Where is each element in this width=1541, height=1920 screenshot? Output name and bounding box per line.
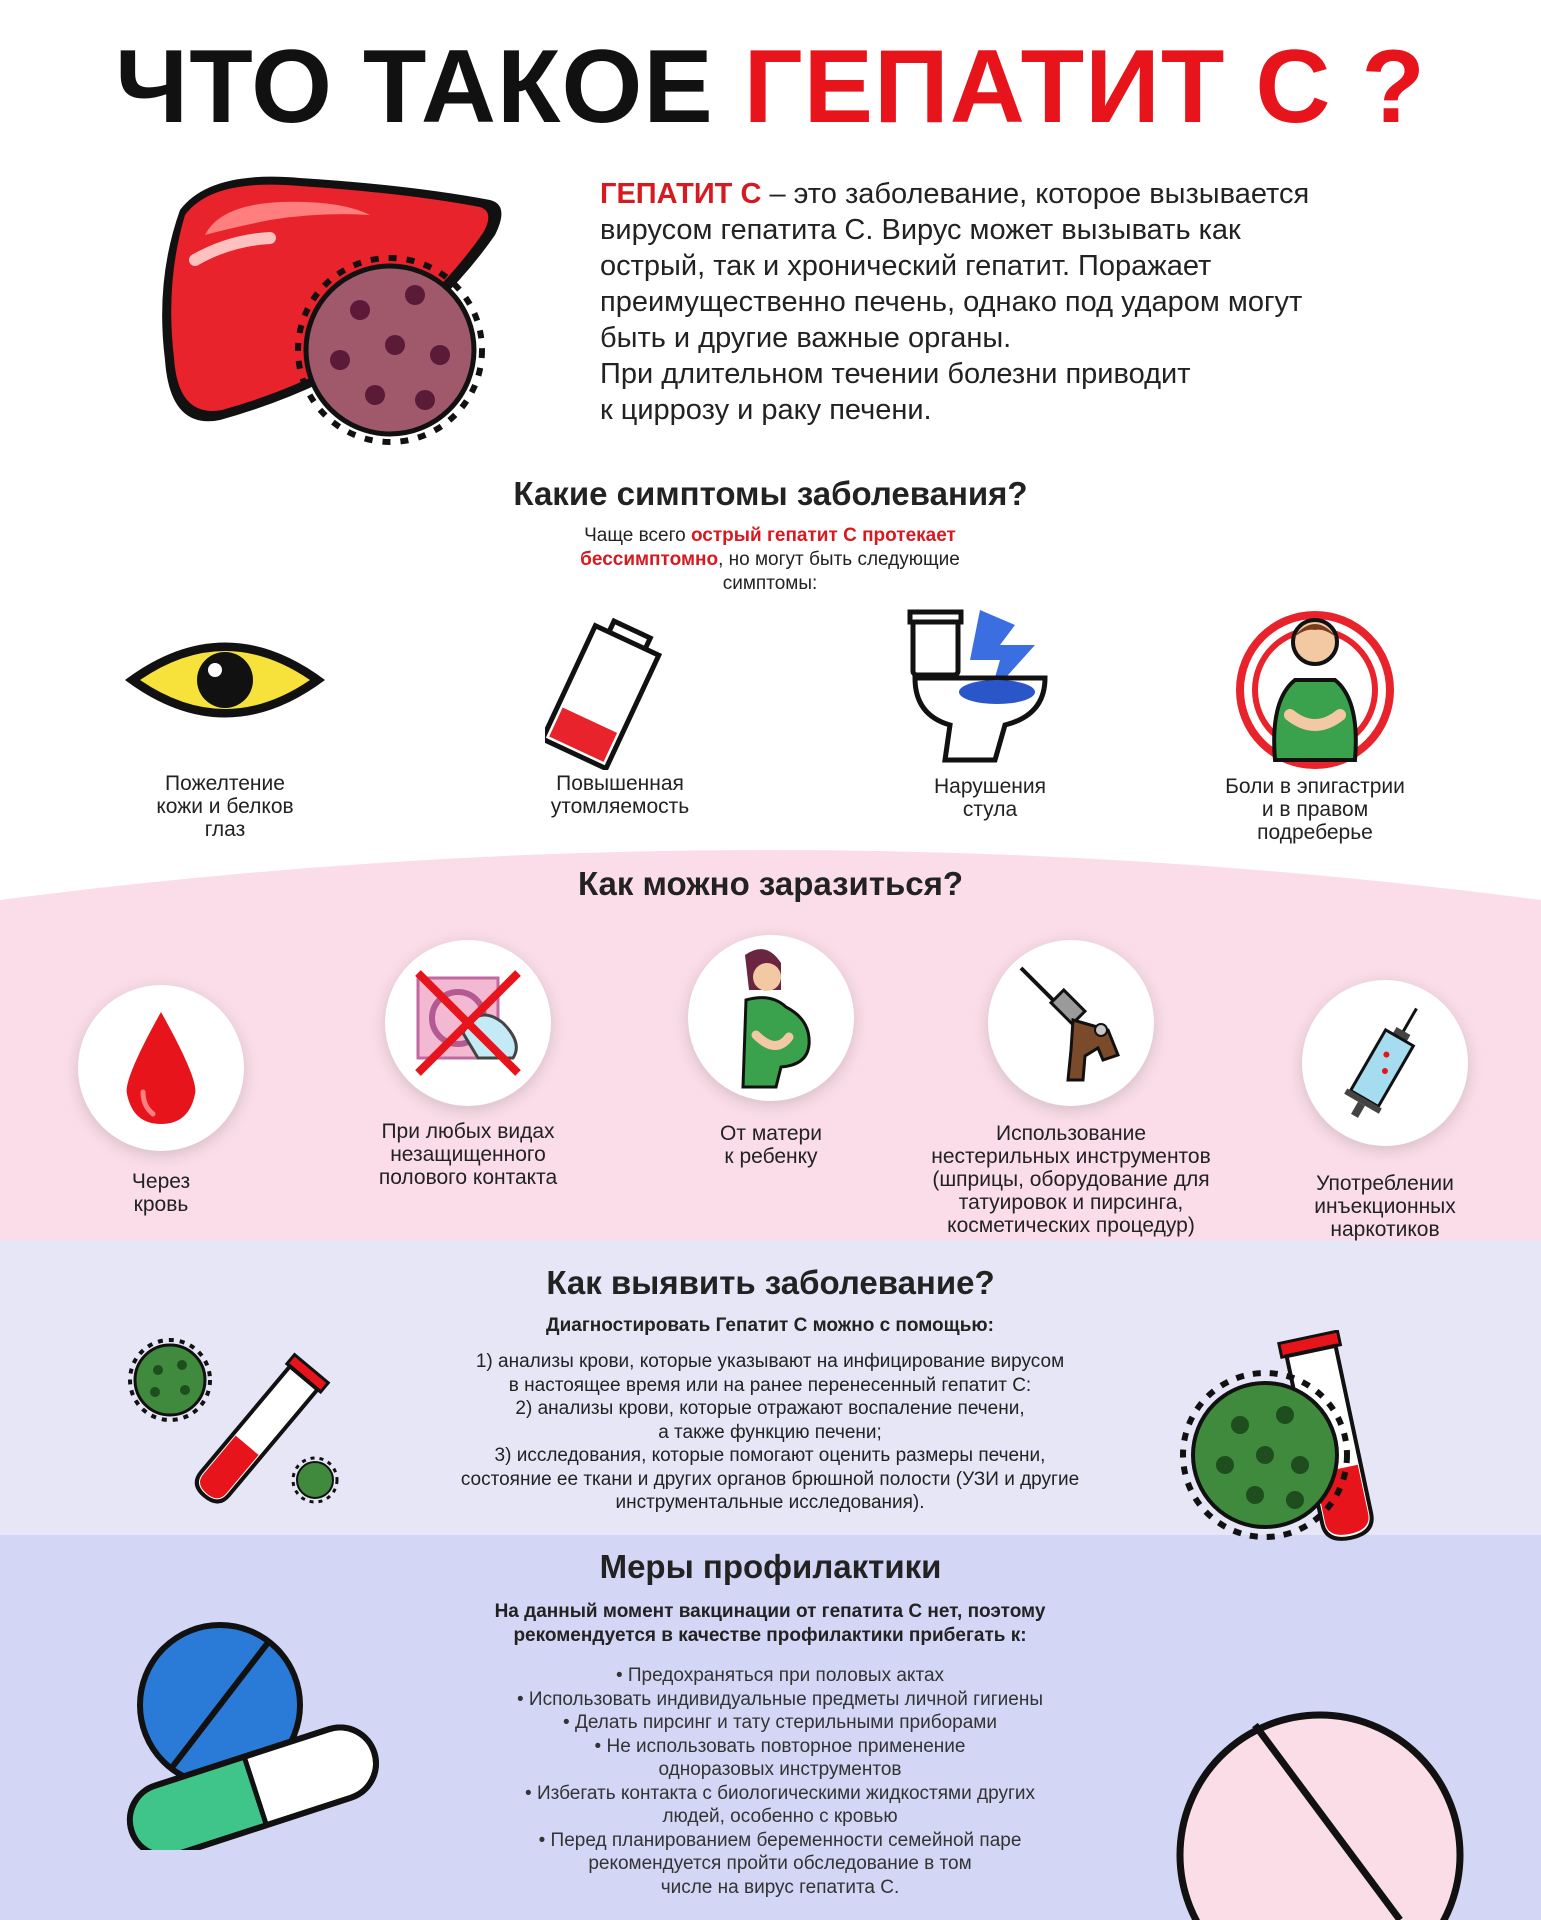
detection-body: 1) анализы крови, которые указывают на инфицирование вирусом в настоящее время или на ранее перенесенный гепатит С: 2) анализы крови, которые отражают воспаление печени, а также функцию печени; 3) исследования, которые помогают оценить размеры печени, состояние ее ткани и других органов брюшной полости (УЗИ и другие инструментальные исследования). bbox=[460, 1351, 1080, 1513]
intro-term: ГЕПАТИТ С bbox=[600, 178, 762, 210]
symptoms-heading: Какие симптомы заболевания? bbox=[513, 475, 1028, 512]
intro-line: При длительном течении болезни приводит bbox=[600, 358, 1191, 390]
prevention-item: • Не использовать повторное применение одноразовых инструментов bbox=[420, 1735, 1140, 1782]
no-condom-icon bbox=[408, 963, 528, 1083]
tattoo-machine-icon bbox=[1013, 960, 1129, 1086]
intro-line: быть и другие важные органы. bbox=[600, 322, 1012, 354]
intro-line: преимущественно печень, однако под ударом могут bbox=[600, 286, 1303, 318]
infection-caption: Через кровь bbox=[131, 1170, 191, 1216]
test-tube-virus-right-icon bbox=[1180, 1330, 1410, 1550]
infection-circle bbox=[688, 935, 854, 1101]
stomach-pain-icon bbox=[1235, 610, 1395, 770]
detection-heading: Как выявить заболевание? bbox=[546, 1264, 995, 1301]
prevention-item: • Делать пирсинг и тату стерильными приборами bbox=[420, 1711, 1140, 1735]
low-battery-icon bbox=[545, 610, 685, 770]
prevention-intro: На данный момент вакцинации от гепатита С нет, поэтому рекомендуется в качестве профилактики прибегать к: bbox=[494, 1601, 1046, 1646]
prevention-list bbox=[420, 1664, 1140, 1899]
intro-line: острый, так и хронический гепатит. Поражает bbox=[600, 250, 1212, 282]
toilet-icon bbox=[905, 600, 1065, 765]
symptoms-sub-red: бессимптомно bbox=[580, 549, 719, 570]
test-tube-virus-left-icon bbox=[120, 1330, 350, 1520]
liver-virus-icon bbox=[150, 160, 520, 450]
prevention-item: • Предохраняться при половых актах bbox=[420, 1664, 1140, 1688]
infection-caption: При любых видах незащищенного полового контакта bbox=[378, 1120, 558, 1189]
infection-caption: Употреблении инъекционных наркотиков bbox=[1314, 1172, 1456, 1241]
detection-subheading: Диагностировать Гепатит С можно с помощью: bbox=[546, 1315, 994, 1336]
intro-line: к циррозу и раку печени. bbox=[600, 394, 932, 426]
symptom-caption: Боли в эпигастрии и в правом подреберье bbox=[1225, 775, 1405, 844]
blood-drop-icon bbox=[121, 1010, 201, 1126]
symptoms-subheading bbox=[520, 524, 1020, 596]
symptom-caption: Повышенная утомляемость bbox=[550, 772, 690, 818]
infection-circle bbox=[78, 985, 244, 1151]
symptom-caption: Нарушения стула bbox=[933, 775, 1046, 821]
tablet-icon bbox=[1170, 1705, 1470, 1920]
symptoms-sub-text: Чаще всего bbox=[584, 525, 691, 546]
infection-heading: Как можно заразиться? bbox=[577, 865, 964, 902]
infection-circle bbox=[385, 940, 551, 1106]
pregnant-woman-icon bbox=[731, 945, 811, 1091]
symptoms-sub-red: острый гепатит С протекает bbox=[690, 525, 956, 546]
yellow-eye-icon bbox=[120, 630, 330, 730]
pills-icon bbox=[115, 1620, 395, 1850]
symptom-caption: Пожелтение кожи и белков глаз bbox=[156, 772, 294, 841]
intro-line: – это заболевание, которое вызывается bbox=[761, 178, 1310, 210]
prevention-item: • Избегать контакта с биологическими жидкостями других людей, особенно с кровью bbox=[420, 1782, 1140, 1829]
symptoms-sub-text: симптомы: bbox=[722, 573, 818, 594]
intro-line: вирусом гепатита С. Вирус может вызывать как bbox=[600, 214, 1241, 246]
page-title bbox=[0, 28, 1541, 147]
title-part-black: ЧТО ТАКОЕ bbox=[115, 29, 744, 145]
infection-circle bbox=[988, 940, 1154, 1106]
symptoms-sub-text: , но могут быть следующие bbox=[718, 549, 960, 570]
prevention-item: • Перед планированием беременности семейной паре рекомендуется пройти обследование в том числе на вирус гепатита С. bbox=[420, 1829, 1140, 1900]
syringe-icon bbox=[1327, 1000, 1443, 1126]
prevention-heading: Меры профилактики bbox=[599, 1548, 942, 1585]
prevention-item: • Использовать индивидуальные предметы личной гигиены bbox=[420, 1688, 1140, 1712]
infection-circle bbox=[1302, 980, 1468, 1146]
intro-paragraph bbox=[600, 176, 1480, 428]
title-part-red: ГЕПАТИТ С ? bbox=[743, 29, 1426, 145]
infection-caption: Использование нестерильных инструментов (шприцы, оборудование для татуировок и пирсинга, косметических процедур) bbox=[931, 1122, 1211, 1237]
infection-caption: От матери к ребенку bbox=[720, 1122, 822, 1168]
